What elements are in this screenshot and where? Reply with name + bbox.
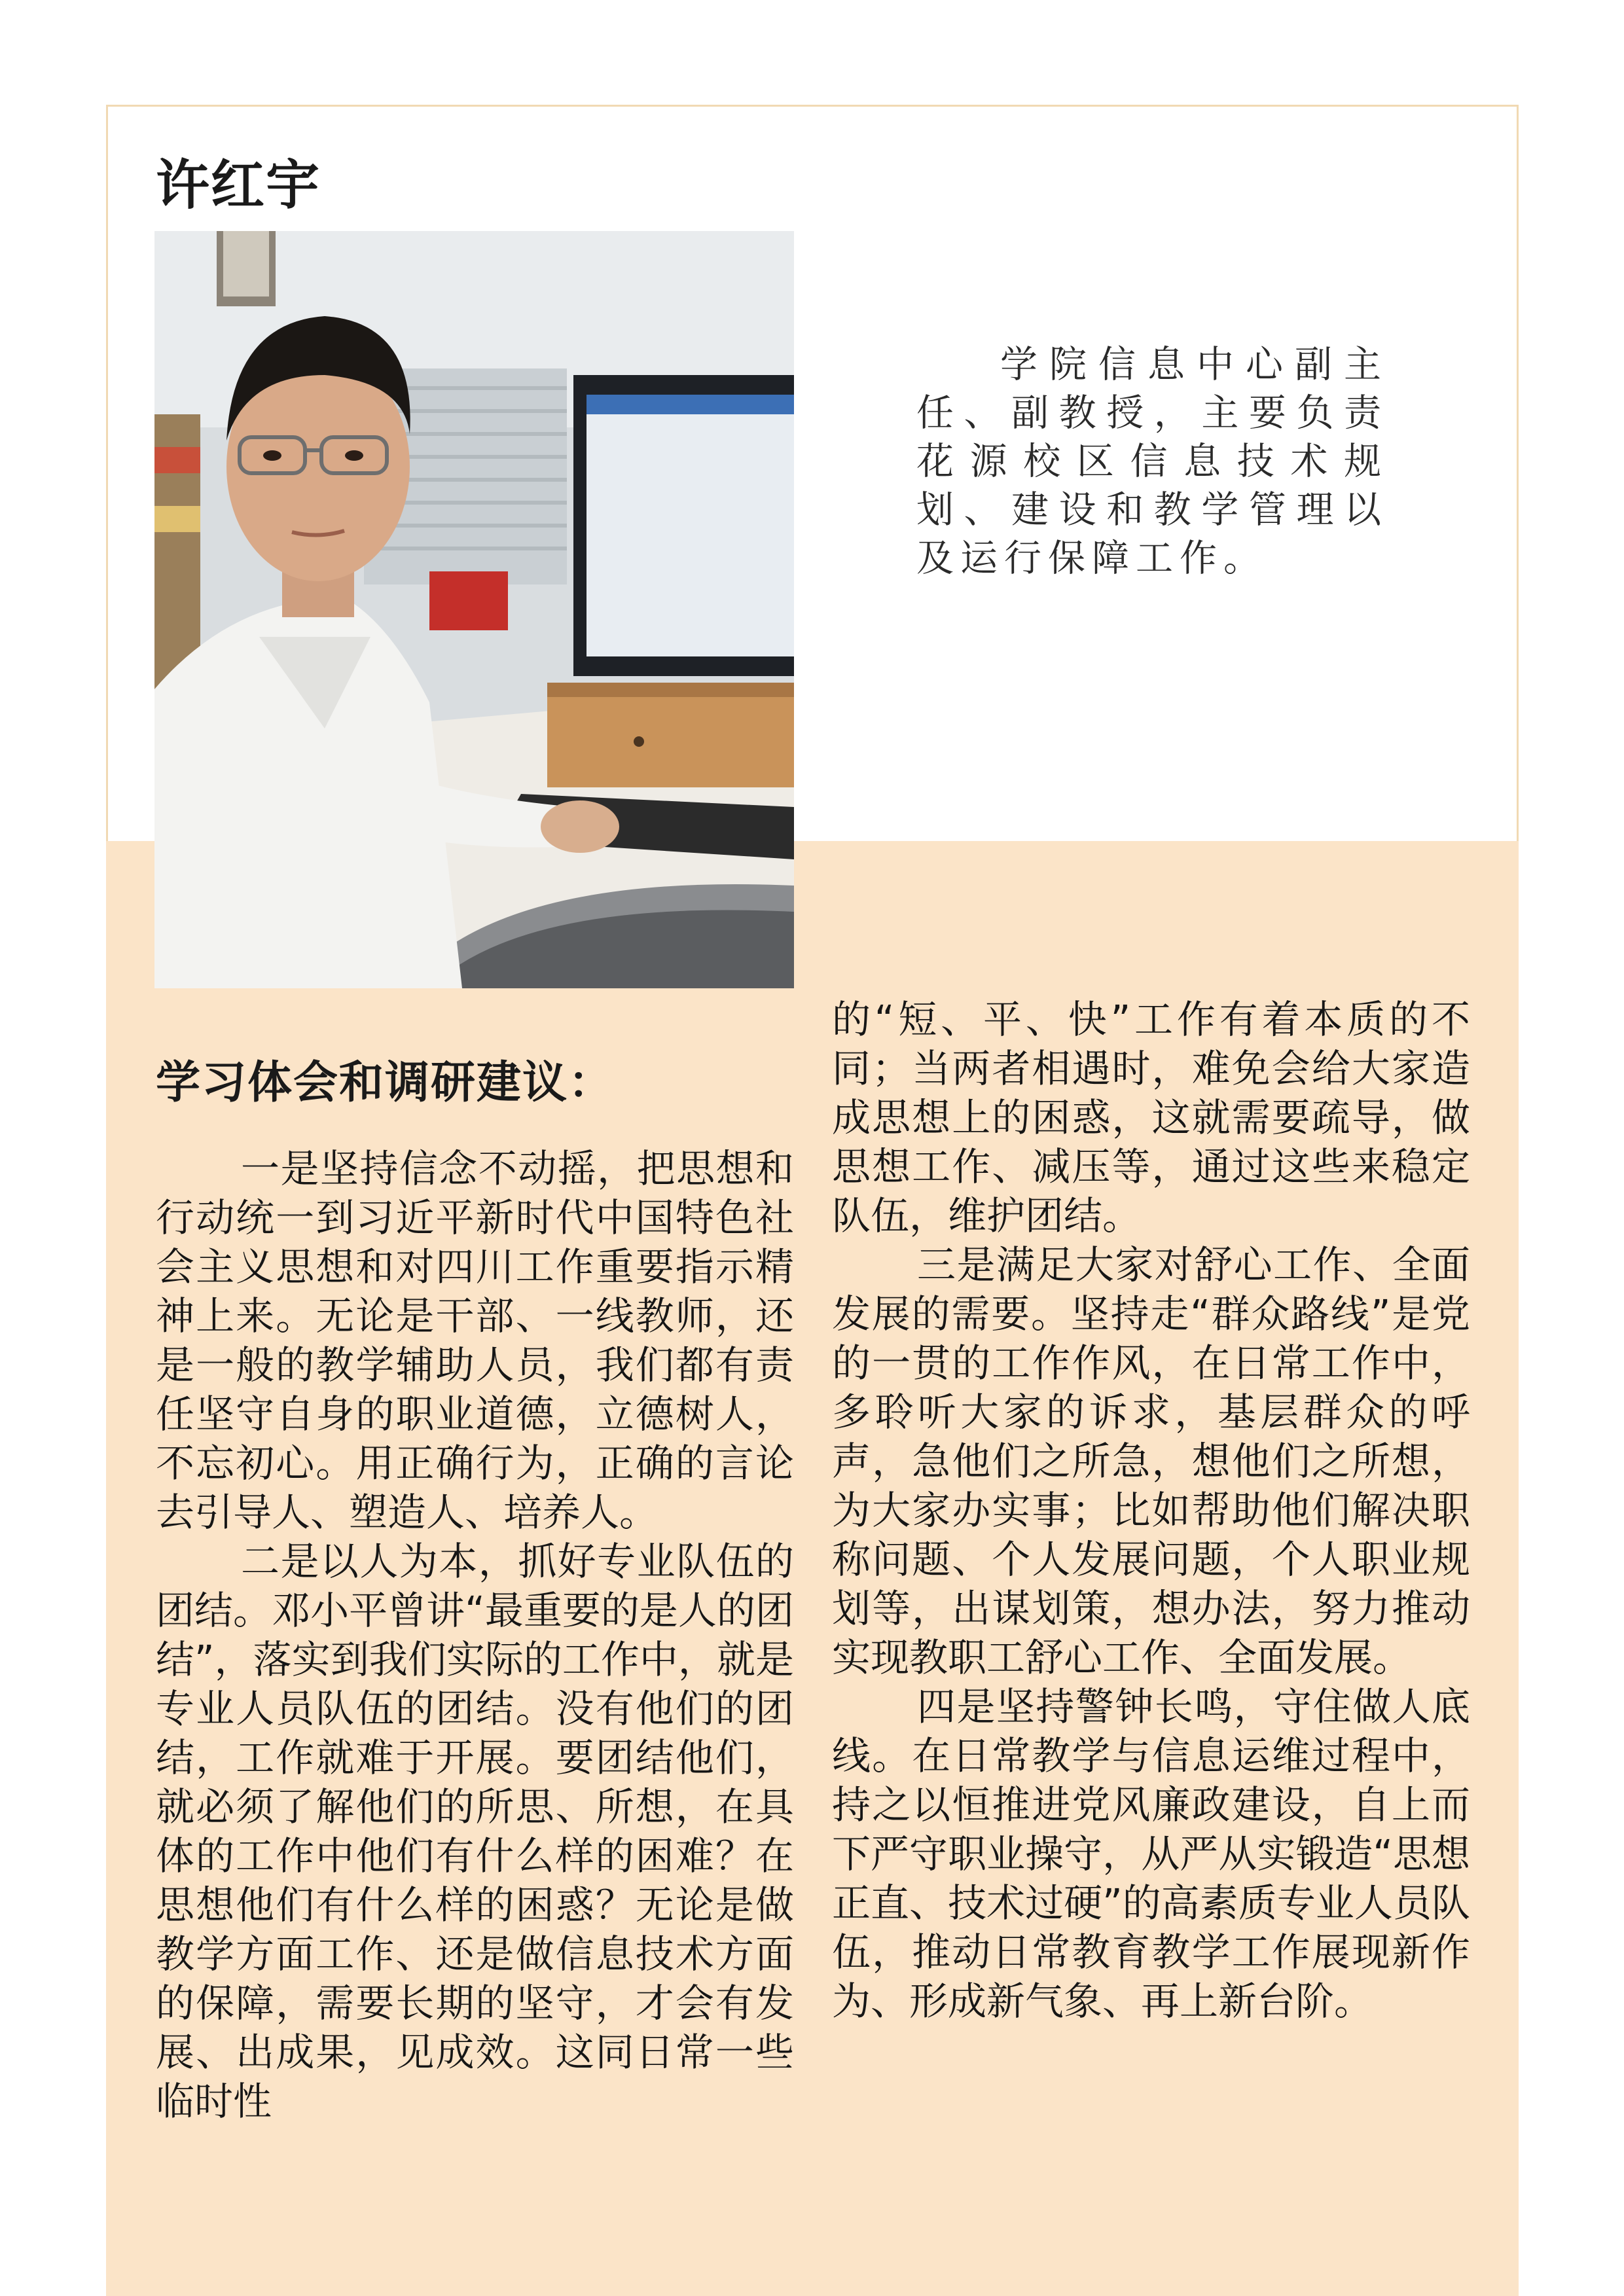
paragraph-2: 二是以人为本，抓好专业队伍的团结。邓小平曾讲“最重要的是人的团结”，落实到我们实际的工作中，就是专业人员队伍的团结。没有他们的团结，工作就难于开展。要团结他们，就必须了解他们的所思、所想，在具体的工作中他们有什么样的困难？在思想他们有什么样的困惑？无论是做教学方面工作、还是做信息技术方面的保障，需要长期的坚守，才会有发展、出成果，见成效。这同日常一些临时性 — [156, 1539, 794, 2124]
person-name: 许红宇 — [156, 154, 321, 217]
paragraph-2-continuation: 的“短、平、快”工作有着本质的不同；当两者相遇时，难免会给大家造成思想上的困惑，这就需要疏导，做思想工作、减压等，通过这些来稳定队伍，维护团结。 — [832, 997, 1470, 1238]
portrait-photo — [154, 231, 794, 988]
paragraph-3: 三是满足大家对舒心工作、全面发展的需要。坚持走“群众路线”是党的一贯的工作作风，在日常工作中，多聆听大家的诉求，基层群众的呼声，急他们之所急，想他们之所想，为大家办实事；比如帮助他们解决职称问题、个人发展问题，个人职业规划等，出谋划策，想办法，努力推动实现教职工舒心工作、全面发展。 — [832, 1242, 1470, 1680]
paragraph-4: 四是坚持警钟长鸣，守住做人底线。在日常教学与信息运维过程中，持之以恒推进党风廉政建设，自上而下严守职业操守，从严从实锻造“思想正直、技术过硬”的高素质专业人员队伍，推动日常教育教学工作展现新作为、形成新气象、再上新台阶。 — [832, 1684, 1470, 2024]
right-text-column — [832, 995, 1470, 2026]
paragraph-1: 一是坚持信念不动摇，把思想和行动统一到习近平新时代中国特色社会主义思想和对四川工作重要指示精神上来。无论是干部、一线教师，还是一般的教学辅助人员，我们都有责任坚守自身的职业道德，立德树人，不忘初心。用正确行为，正确的言论去引导人、塑造人、培养人。 — [156, 1146, 794, 1535]
portrait-illustration — [154, 231, 794, 988]
left-text-column — [156, 1144, 794, 2126]
profile-intro: 学院信息中心副主任、副教授，主要负责花源校区信息技术规划、建设和教学管理以及运行保障工作。 — [916, 343, 1388, 580]
section-title: 学习体会和调研建议： — [156, 1057, 615, 1109]
